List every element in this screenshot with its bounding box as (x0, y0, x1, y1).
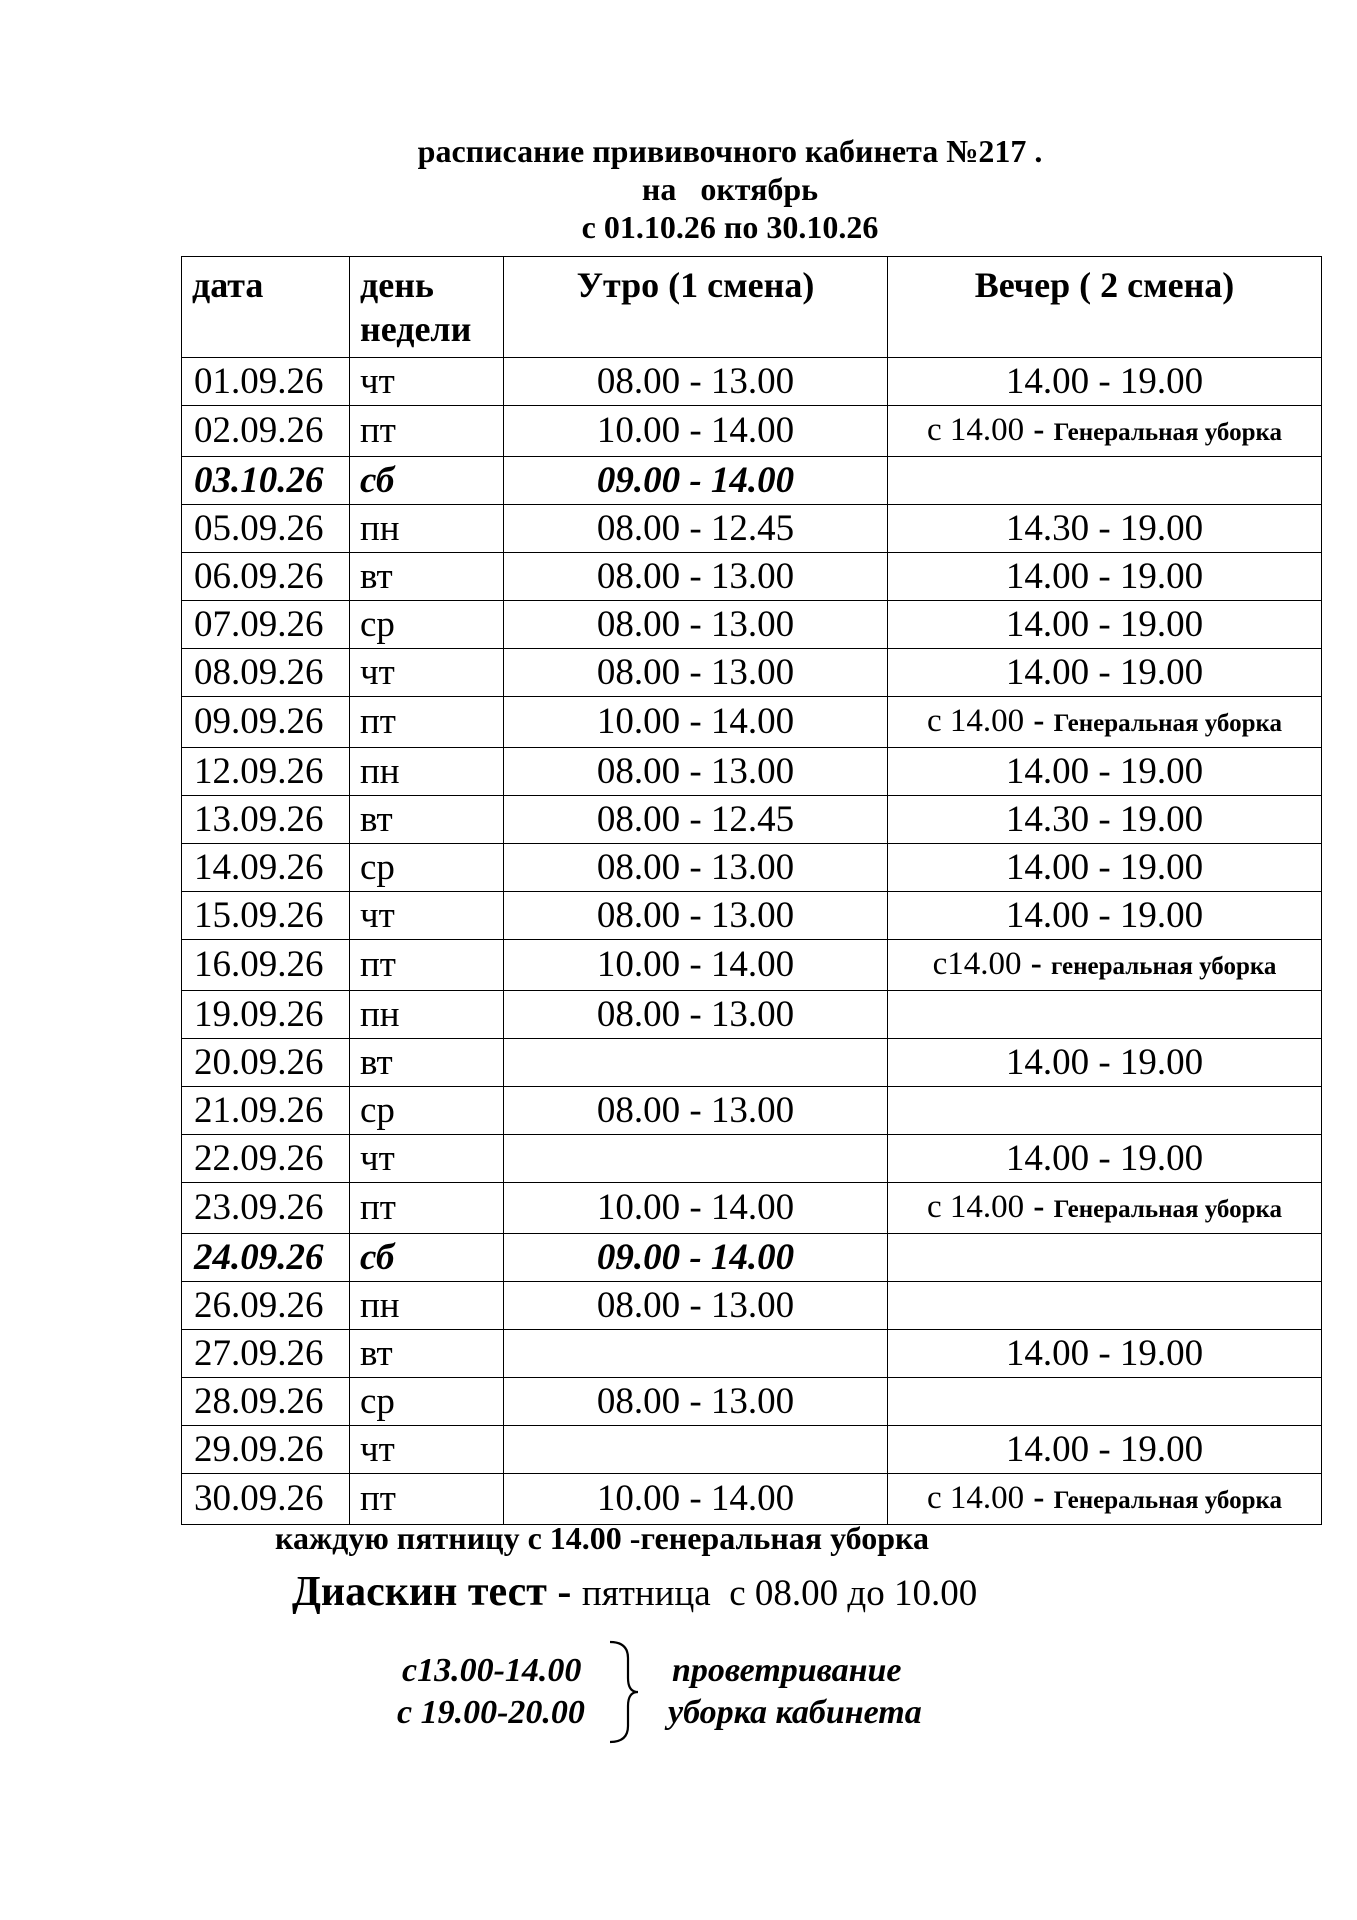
cleaning-label: Генеральная уборка (1053, 710, 1283, 737)
note-ventilation-text: проветривание (672, 1652, 902, 1689)
cell-evening-shift (888, 1378, 1322, 1426)
cell-day-of-week: ср (350, 844, 504, 892)
cell-day-of-week: чт (350, 649, 504, 697)
cleaning-dash: - (1030, 946, 1042, 982)
cell-evening-shift (888, 1474, 1322, 1525)
cell-date: 21.09.26 (182, 1087, 350, 1135)
cleaning-start-time: с 14.00 (926, 412, 1025, 448)
cell-date: 29.09.26 (182, 1426, 350, 1474)
cleaning-dash: - (1033, 703, 1045, 739)
col-header-dow: день недели (350, 257, 504, 358)
col-header-evening: Вечер ( 2 смена) (888, 257, 1322, 358)
cell-morning-shift: 08.00 - 13.00 (504, 844, 888, 892)
table-row (182, 553, 1322, 601)
cell-morning-shift: 08.00 - 13.00 (504, 601, 888, 649)
table-row (182, 748, 1322, 796)
table-row (182, 796, 1322, 844)
cell-evening-shift (888, 457, 1322, 505)
cell-evening-shift (888, 1234, 1322, 1282)
table-row (182, 1474, 1322, 1525)
col-header-morning: Утро (1 смена) (504, 257, 888, 358)
cell-day-of-week: ср (350, 1378, 504, 1426)
cell-date: 27.09.26 (182, 1330, 350, 1378)
cell-evening-shift: 14.30 - 19.00 (888, 505, 1322, 553)
cell-day-of-week: чт (350, 1426, 504, 1474)
cleaning-start-time: с14.00 (932, 946, 1022, 982)
cell-morning-shift: 08.00 - 13.00 (504, 358, 888, 406)
cell-day-of-week: сб (350, 457, 504, 505)
table-row (182, 1426, 1322, 1474)
cell-evening-shift: 14.00 - 19.00 (888, 1330, 1322, 1378)
table-header-row (182, 257, 1322, 358)
cleaning-start-time: с 14.00 (926, 1189, 1025, 1225)
cell-morning-shift (504, 1330, 888, 1378)
cell-morning-shift: 10.00 - 14.00 (504, 406, 888, 457)
diaskin-label: Диаскин тест - (292, 1569, 572, 1615)
cell-morning-shift: 08.00 - 13.00 (504, 649, 888, 697)
table-row (182, 406, 1322, 457)
cleaning-label: Генеральная уборка (1053, 1196, 1283, 1223)
table-row (182, 358, 1322, 406)
cell-day-of-week: пт (350, 940, 504, 991)
cell-evening-shift (888, 406, 1322, 457)
cell-morning-shift: 08.00 - 12.45 (504, 505, 888, 553)
cell-date: 15.09.26 (182, 892, 350, 940)
table-row (182, 991, 1322, 1039)
cell-morning-shift (504, 1135, 888, 1183)
table-row (182, 1183, 1322, 1234)
cell-evening-shift: 14.00 - 19.00 (888, 748, 1322, 796)
cell-evening-shift (888, 940, 1322, 991)
cell-date: 22.09.26 (182, 1135, 350, 1183)
cell-date: 28.09.26 (182, 1378, 350, 1426)
curly-brace-icon (606, 1638, 640, 1746)
cell-evening-shift: 14.00 - 19.00 (888, 892, 1322, 940)
friday-cleaning-note: каждую пятницу с 14.00 -генеральная уборка (275, 1520, 929, 1556)
table-row (182, 1330, 1322, 1378)
cell-day-of-week: вт (350, 796, 504, 844)
table-row (182, 1234, 1322, 1282)
cell-date: 13.09.26 (182, 796, 350, 844)
cell-date: 14.09.26 (182, 844, 350, 892)
cell-date: 03.10.26 (182, 457, 350, 505)
cell-morning-shift: 08.00 - 13.00 (504, 991, 888, 1039)
note-cleaning-time: с 19.00-20.00 (397, 1694, 585, 1731)
cell-day-of-week: пн (350, 1282, 504, 1330)
cell-day-of-week: чт (350, 892, 504, 940)
table-row (182, 601, 1322, 649)
title-line-3: с 01.10.26 по 30.10.26 (581, 209, 879, 245)
cell-date: 19.09.26 (182, 991, 350, 1039)
table-row (182, 505, 1322, 553)
schedule-body (182, 358, 1322, 1525)
cell-day-of-week: вт (350, 553, 504, 601)
cell-morning-shift: 10.00 - 14.00 (504, 940, 888, 991)
cleaning-label: Генеральная уборка (1053, 1487, 1283, 1514)
cell-evening-shift: 14.30 - 19.00 (888, 796, 1322, 844)
cell-morning-shift: 10.00 - 14.00 (504, 697, 888, 748)
cell-date: 02.09.26 (182, 406, 350, 457)
cleaning-start-time: с 14.00 (926, 703, 1025, 739)
cell-day-of-week: ср (350, 1087, 504, 1135)
cell-evening-shift: 14.00 - 19.00 (888, 553, 1322, 601)
cell-morning-shift: 10.00 - 14.00 (504, 1183, 888, 1234)
table-row (182, 457, 1322, 505)
table-row (182, 1135, 1322, 1183)
cell-morning-shift (504, 1426, 888, 1474)
cell-day-of-week: сб (350, 1234, 504, 1282)
cell-date: 26.09.26 (182, 1282, 350, 1330)
cell-evening-shift (888, 991, 1322, 1039)
cell-morning-shift: 10.00 - 14.00 (504, 1474, 888, 1525)
cell-morning-shift: 08.00 - 13.00 (504, 1378, 888, 1426)
cell-evening-shift: 14.00 - 19.00 (888, 601, 1322, 649)
cell-day-of-week: ср (350, 601, 504, 649)
cell-day-of-week: пн (350, 748, 504, 796)
cell-morning-shift: 08.00 - 13.00 (504, 748, 888, 796)
cleaning-dash: - (1033, 1189, 1045, 1225)
cell-day-of-week: пт (350, 697, 504, 748)
table-row (182, 844, 1322, 892)
cell-evening-shift: 14.00 - 19.00 (888, 1039, 1322, 1087)
cell-day-of-week: пн (350, 505, 504, 553)
cell-morning-shift: 09.00 - 14.00 (504, 1234, 888, 1282)
cell-evening-shift: 14.00 - 19.00 (888, 358, 1322, 406)
cell-date: 16.09.26 (182, 940, 350, 991)
cell-day-of-week: пт (350, 406, 504, 457)
schedule-table (181, 256, 1322, 1525)
cell-day-of-week: вт (350, 1039, 504, 1087)
cell-date: 05.09.26 (182, 505, 350, 553)
cell-day-of-week: пт (350, 1474, 504, 1525)
diaskin-test-line (292, 1567, 977, 1619)
cell-morning-shift: 09.00 - 14.00 (504, 457, 888, 505)
cell-date: 24.09.26 (182, 1234, 350, 1282)
note-cleaning-text: уборка кабинета (668, 1694, 922, 1731)
col-header-date: дата (182, 257, 350, 358)
cell-date: 06.09.26 (182, 553, 350, 601)
cell-date: 30.09.26 (182, 1474, 350, 1525)
title-line-1: расписание прививочного кабинета №217 . (417, 133, 1043, 169)
cell-morning-shift: 08.00 - 13.00 (504, 1087, 888, 1135)
cleaning-label: генеральная уборка (1050, 953, 1277, 980)
cleaning-start-time: с 14.00 (926, 1480, 1025, 1516)
table-row (182, 697, 1322, 748)
title-line-2: на октябрь (641, 171, 819, 207)
table-row (182, 1282, 1322, 1330)
cell-date: 23.09.26 (182, 1183, 350, 1234)
cell-evening-shift (888, 1282, 1322, 1330)
cell-evening-shift: 14.00 - 19.00 (888, 1135, 1322, 1183)
cell-morning-shift: 08.00 - 13.00 (504, 553, 888, 601)
cell-day-of-week: чт (350, 358, 504, 406)
cleaning-dash: - (1033, 1480, 1045, 1516)
cell-date: 01.09.26 (182, 358, 350, 406)
cell-evening-shift (888, 697, 1322, 748)
cell-morning-shift: 08.00 - 13.00 (504, 892, 888, 940)
cell-evening-shift: 14.00 - 19.00 (888, 844, 1322, 892)
cell-morning-shift: 08.00 - 12.45 (504, 796, 888, 844)
table-row (182, 1039, 1322, 1087)
cell-evening-shift (888, 1087, 1322, 1135)
cleaning-dash: - (1033, 412, 1045, 448)
cell-day-of-week: пт (350, 1183, 504, 1234)
table-row (182, 649, 1322, 697)
cell-date: 20.09.26 (182, 1039, 350, 1087)
cell-evening-shift (888, 1183, 1322, 1234)
cell-evening-shift: 14.00 - 19.00 (888, 1426, 1322, 1474)
table-row (182, 940, 1322, 991)
note-ventilation-time: с13.00-14.00 (402, 1652, 582, 1689)
cell-date: 09.09.26 (182, 697, 350, 748)
cell-morning-shift (504, 1039, 888, 1087)
cell-date: 12.09.26 (182, 748, 350, 796)
cell-day-of-week: чт (350, 1135, 504, 1183)
cell-day-of-week: пн (350, 991, 504, 1039)
table-row (182, 1087, 1322, 1135)
cell-day-of-week: вт (350, 1330, 504, 1378)
table-row (182, 1378, 1322, 1426)
document-title-block (180, 132, 1280, 246)
diaskin-time: пятница с 08.00 до 10.00 (581, 1573, 978, 1614)
cleaning-label: Генеральная уборка (1053, 419, 1283, 446)
cell-date: 07.09.26 (182, 601, 350, 649)
table-row (182, 892, 1322, 940)
cell-morning-shift: 08.00 - 13.00 (504, 1282, 888, 1330)
cell-evening-shift: 14.00 - 19.00 (888, 649, 1322, 697)
cell-date: 08.09.26 (182, 649, 350, 697)
